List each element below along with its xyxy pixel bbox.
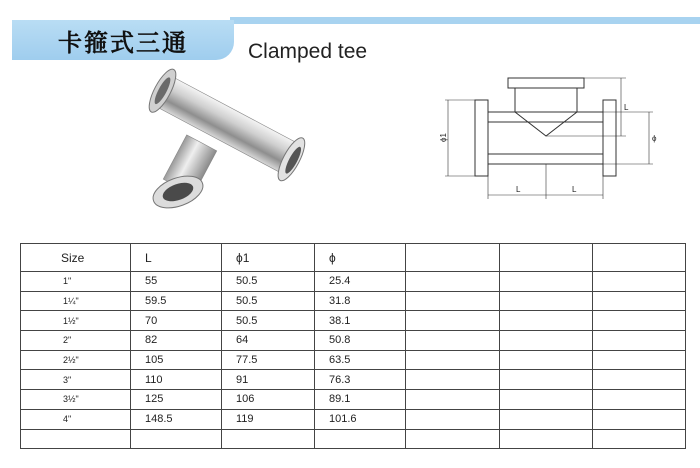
cell-empty	[593, 291, 686, 311]
cell-empty	[406, 272, 500, 292]
cell-l: 55	[131, 272, 222, 292]
cell-empty	[406, 311, 500, 331]
header-phi: ϕ	[315, 244, 406, 272]
dim-l-right-bottom-label: L	[572, 185, 577, 194]
cell-empty	[406, 390, 500, 410]
clamped-tee-photo	[118, 80, 303, 220]
cell-empty	[593, 390, 686, 410]
cell-empty	[593, 331, 686, 351]
table-row	[21, 291, 686, 311]
cell-phi1	[222, 429, 315, 449]
cell-phi: 38.1	[315, 311, 406, 331]
cell-empty	[500, 429, 593, 449]
technical-drawing	[440, 72, 670, 212]
cell-size: 1"	[21, 272, 131, 292]
table-row	[21, 331, 686, 351]
cell-empty	[500, 370, 593, 390]
table-header-row	[21, 244, 686, 272]
cell-phi1: 106	[222, 390, 315, 410]
cell-phi1: 64	[222, 331, 315, 351]
title-tab	[12, 20, 234, 60]
cell-phi: 76.3	[315, 370, 406, 390]
cell-empty	[406, 350, 500, 370]
title-english: Clamped tee	[248, 40, 368, 63]
cell-empty	[500, 272, 593, 292]
cell-empty	[500, 390, 593, 410]
header-empty	[500, 244, 593, 272]
cell-l	[131, 429, 222, 449]
cell-empty	[406, 291, 500, 311]
title-chinese: 卡箍式三通	[58, 28, 188, 57]
cell-phi1: 91	[222, 370, 315, 390]
cell-phi1: 119	[222, 409, 315, 429]
table-row	[21, 350, 686, 370]
header-empty	[406, 244, 500, 272]
cell-empty	[593, 370, 686, 390]
cell-empty	[593, 311, 686, 331]
cell-l: 82	[131, 331, 222, 351]
dim-phi1-label: ϕ1	[439, 133, 448, 142]
cell-l: 148.5	[131, 409, 222, 429]
table-row	[21, 370, 686, 390]
cell-phi1: 50.5	[222, 272, 315, 292]
cell-empty	[500, 409, 593, 429]
dim-l-right-label: L	[624, 103, 629, 112]
cell-size	[21, 429, 131, 449]
header-l: L	[131, 244, 222, 272]
cell-l: 110	[131, 370, 222, 390]
cell-empty	[406, 429, 500, 449]
cell-empty	[500, 331, 593, 351]
cell-phi: 101.6	[315, 409, 406, 429]
cell-phi1: 50.5	[222, 291, 315, 311]
table-row	[21, 272, 686, 292]
cell-phi: 25.4	[315, 272, 406, 292]
cell-l: 105	[131, 350, 222, 370]
cell-empty	[500, 311, 593, 331]
cell-empty	[593, 429, 686, 449]
cell-size: 3½"	[21, 390, 131, 410]
cell-size: 2½"	[21, 350, 131, 370]
cell-size: 3"	[21, 370, 131, 390]
cell-phi: 89.1	[315, 390, 406, 410]
cell-empty	[593, 272, 686, 292]
spec-table	[20, 243, 686, 449]
table-row	[21, 311, 686, 331]
table-row	[21, 390, 686, 410]
cell-empty	[406, 409, 500, 429]
header-phi1: ϕ1	[222, 244, 315, 272]
header-size: Size	[21, 244, 131, 272]
cell-empty	[500, 350, 593, 370]
dim-phi-label: ϕ	[652, 134, 657, 143]
cell-l: 70	[131, 311, 222, 331]
dim-l-left-label: L	[516, 185, 521, 194]
cell-phi: 50.8	[315, 331, 406, 351]
cell-phi1: 50.5	[222, 311, 315, 331]
cell-empty	[593, 350, 686, 370]
cell-phi: 31.8	[315, 291, 406, 311]
cell-phi1: 77.5	[222, 350, 315, 370]
cell-l: 59.5	[131, 291, 222, 311]
header-empty	[593, 244, 686, 272]
cell-empty	[593, 409, 686, 429]
table-row	[21, 409, 686, 429]
cell-phi: 63.5	[315, 350, 406, 370]
cell-size: 1½"	[21, 311, 131, 331]
header-accent-bar	[230, 17, 700, 24]
cell-size: 1¼"	[21, 291, 131, 311]
cell-size: 2"	[21, 331, 131, 351]
cell-size: 4"	[21, 409, 131, 429]
cell-phi	[315, 429, 406, 449]
cell-empty	[406, 331, 500, 351]
cell-l: 125	[131, 390, 222, 410]
cell-empty	[406, 370, 500, 390]
cell-empty	[500, 291, 593, 311]
table-row	[21, 429, 686, 449]
